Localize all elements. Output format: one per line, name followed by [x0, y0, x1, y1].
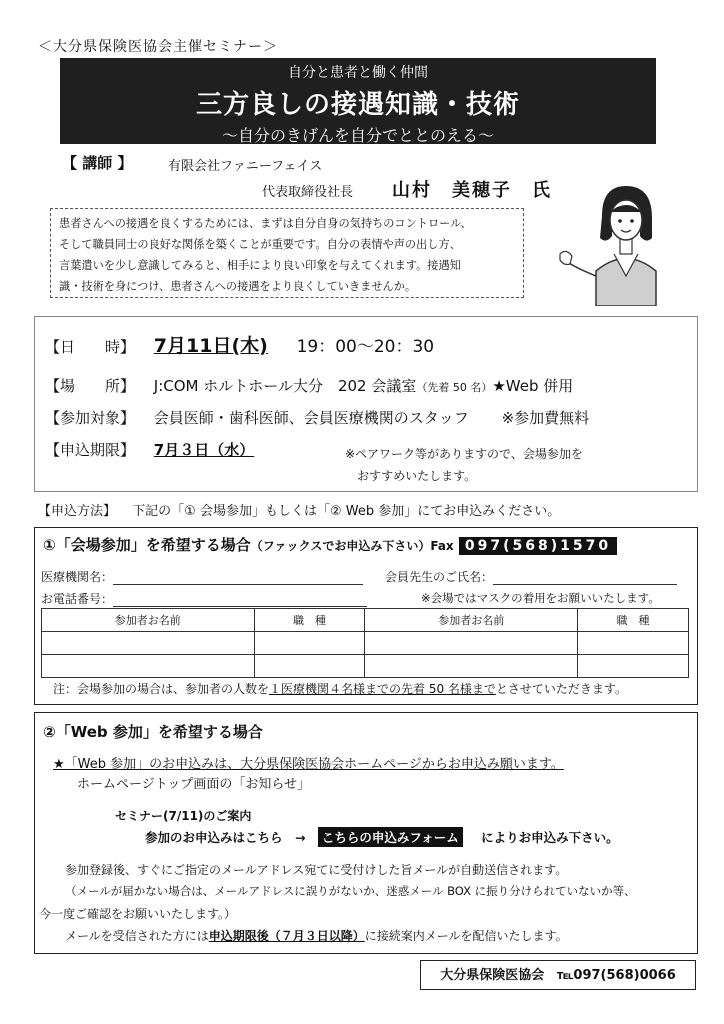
venue-heading: [43, 534, 617, 555]
deadline-row: [45, 439, 254, 460]
place-row: [45, 375, 573, 396]
table-cell[interactable]: [365, 655, 578, 678]
web-paragraph: [65, 927, 568, 944]
apply-method-text: 下記の「① 会場参加」もしくは「② Web 参加」にてお申込みください。: [132, 504, 561, 519]
time-value: 19：00～20：30: [296, 337, 435, 357]
intro-line: 言葉遣いを少し意識してみると、相手により良い印象を与えてくれます。接遇知: [59, 259, 461, 272]
deadline-value: 7月３日（水）: [153, 441, 255, 459]
intro-box: [50, 208, 524, 298]
target-label: 【参加対象】: [45, 409, 136, 427]
target-row: [45, 407, 589, 428]
phone-line[interactable]: [113, 592, 367, 607]
deadline-label: 【申込期限】: [45, 441, 136, 459]
member-line[interactable]: [493, 570, 677, 585]
deadline-note2: おすすめいたします。: [357, 469, 477, 483]
web-instruction: ★「Web 参加」のお申込みは、大分県保険医協会ホームページからお申込み願います。: [53, 757, 564, 772]
table-header-row: [42, 609, 689, 632]
target-value: 会員医師・歯科医師、会員医療機関のスタッフ: [153, 409, 469, 427]
page-title: 三方良しの接遇知識・技術: [195, 90, 520, 120]
presenter-illustration-icon: [556, 176, 696, 306]
capacity-note-suffix: とさせていただきます。: [495, 682, 627, 696]
capacity-note-limit: １医療機関４名様までの先着 50 名様まで: [269, 682, 496, 696]
date-row: [45, 331, 434, 358]
page-subtitle: ～自分のきげんを自分でととのえる～: [221, 126, 494, 145]
place-label: 【場 所】: [45, 377, 136, 395]
web-notice-location: ホームページトップ画面の「お知らせ」: [77, 777, 310, 792]
lecturer-label: 【 講師 】: [62, 154, 133, 172]
event-info-box: [34, 316, 698, 492]
phone-field[interactable]: [41, 590, 367, 607]
column-header: 参加者お名前: [365, 609, 578, 632]
institution-field[interactable]: [41, 568, 363, 585]
fax-number: 097(568)1570: [459, 537, 617, 555]
intro-line: 患者さんへの接遇を良くするためには、まずは自分自身の気持ちのコントロール、: [59, 217, 472, 230]
contact-org: 大分県保険医協会: [440, 968, 545, 983]
phone-label: お電話番号：: [41, 592, 114, 606]
web-heading: ②「Web 参加」を希望する場合: [43, 723, 263, 741]
table-cell[interactable]: [42, 632, 255, 655]
lecturer-company: 有限会社ファニーフェイス: [168, 159, 323, 174]
institution-line[interactable]: [113, 570, 363, 585]
table-row: [42, 655, 689, 678]
table-cell[interactable]: [578, 655, 689, 678]
capacity-note: [53, 680, 627, 697]
intro-line: 識・技術を身につけ、患者さんへの接遇をより良くしていきませんか。: [59, 280, 417, 293]
table-row: [42, 632, 689, 655]
apply-link-row: [145, 827, 619, 847]
apply-method: [38, 500, 560, 519]
table-cell[interactable]: [254, 655, 365, 678]
intro-line: そして職員同士の良好な関係を築くことが重要です。自分の表情や声の出し方、: [59, 238, 461, 251]
fee-note: ※参加費無料: [501, 409, 590, 427]
web-paragraph: 今一度ご確認をお願いいたします。）: [39, 907, 237, 921]
table-cell[interactable]: [365, 632, 578, 655]
deadline-note1: ※ペアワーク等がありますので、会場参加を: [345, 447, 583, 461]
member-label: 会員先生のご氏名：: [385, 570, 494, 584]
lecturer-name: 山村 美穂子 氏: [392, 180, 552, 201]
title-line1: 自分と患者と働く仲間: [288, 65, 428, 81]
web-paragraph: 参加登録後、すぐにご指定のメールアドレス宛てに受付けした旨メールが自動送信されます。: [65, 863, 568, 877]
venue-application-section: [34, 527, 698, 705]
date-label: 【日 時】: [45, 338, 136, 356]
seminar-info-title: セミナー(7/11)のご案内: [115, 809, 252, 823]
place-capacity: （先着 50 名）: [416, 381, 493, 394]
web-paragraph: （メールが届かない場合は、メールアドレスに誤りがないか、迷惑メール BOX に振り分けられていないか等、: [65, 884, 636, 898]
apply-link-prefix: 参加のお申込みはこちら →: [145, 830, 306, 845]
mask-note: ※会場ではマスクの着用をお願いいたします。: [421, 591, 660, 605]
column-header: 職 種: [254, 609, 365, 632]
application-form-button[interactable]: こちらの申込みフォーム: [318, 827, 463, 847]
column-header: 参加者お名前: [42, 609, 255, 632]
web-paragraph-prefix: メールを受信された方には: [65, 929, 209, 943]
seminar-label: ＜大分県保険医協会主催セミナー＞: [38, 39, 278, 55]
venue-heading-text: ①「会場参加」を希望する場合: [43, 536, 251, 554]
table-cell[interactable]: [254, 632, 365, 655]
institution-label: 医療機関名：: [41, 570, 114, 584]
capacity-note-prefix: 注：会場参加の場合は、参加者の人数を: [53, 682, 270, 696]
place-web: ★Web 併用: [492, 377, 574, 395]
participants-table: [41, 608, 689, 678]
place-value: J:COM ホルトホール大分 202 会議室: [153, 377, 417, 395]
web-paragraph-suffix: に接続案内メールを配信いたします。: [364, 929, 568, 943]
web-application-section: [34, 712, 698, 954]
apply-link-suffix: によりお申込み下さい。: [481, 830, 619, 845]
date-value: 7月11日(木): [153, 335, 268, 357]
apply-method-label: 【申込方法】: [38, 504, 117, 519]
member-field[interactable]: [385, 568, 677, 585]
column-header: 職 種: [578, 609, 689, 632]
contact-tel: ℡097(568)0066: [556, 968, 676, 983]
table-cell[interactable]: [578, 632, 689, 655]
web-paragraph-deadline: 申込期限後（７月３日以降）: [208, 929, 365, 943]
contact-box: [420, 960, 696, 990]
title-banner: [60, 58, 656, 144]
lecturer-position: 代表取締役社長: [262, 185, 354, 200]
table-cell[interactable]: [42, 655, 255, 678]
venue-heading-note: （ファックスでお申込み下さい）Fax: [250, 539, 454, 553]
